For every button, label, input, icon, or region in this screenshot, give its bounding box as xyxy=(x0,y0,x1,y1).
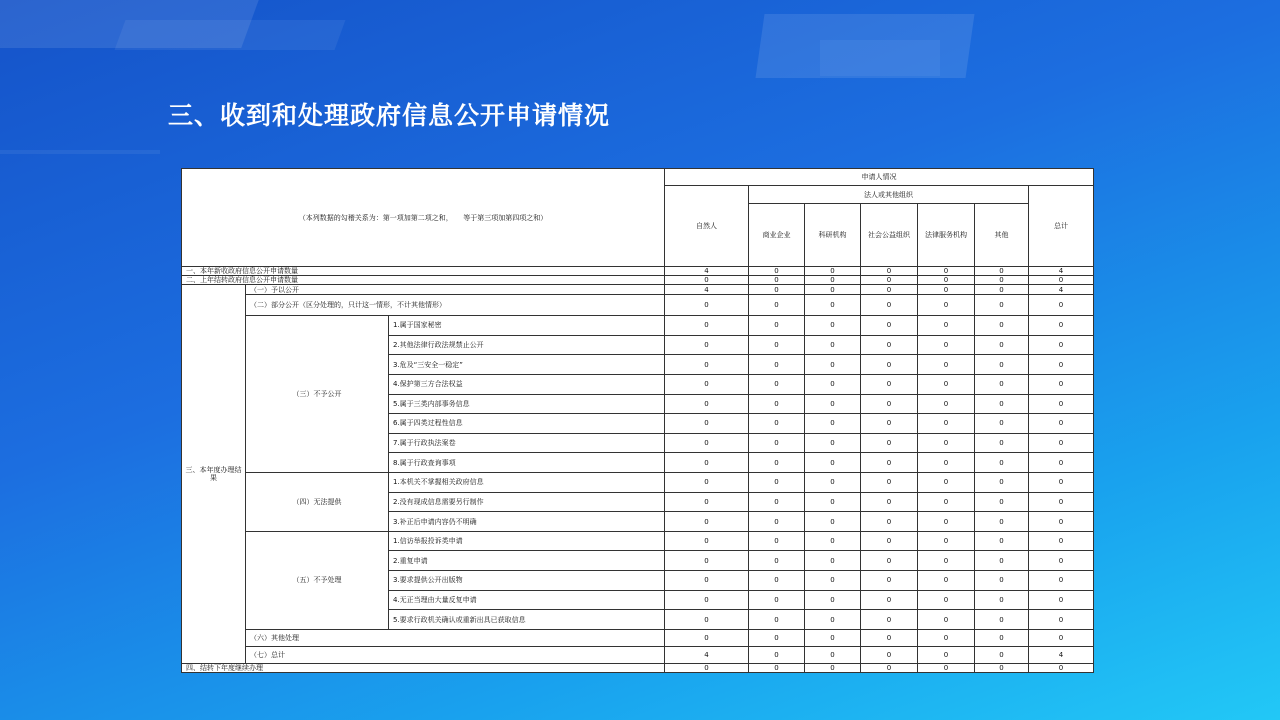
value-cell: 0 xyxy=(861,590,918,610)
value-cell: 0 xyxy=(918,610,975,630)
value-cell: 0 xyxy=(749,433,805,453)
header-legal-group: 法人或其他组织 xyxy=(749,186,1029,204)
value-cell: 4 xyxy=(1029,646,1094,663)
sub-row-label: 1.本机关不掌握相关政府信息 xyxy=(389,472,665,492)
value-cell: 0 xyxy=(749,472,805,492)
value-cell: 0 xyxy=(918,453,975,473)
table-row xyxy=(182,472,1094,492)
value-cell: 0 xyxy=(665,295,749,316)
value-cell: 0 xyxy=(1029,610,1094,630)
value-cell: 0 xyxy=(749,629,805,646)
value-cell: 0 xyxy=(1029,414,1094,434)
value-cell: 0 xyxy=(975,590,1029,610)
value-cell: 0 xyxy=(749,663,805,672)
value-cell: 0 xyxy=(918,295,975,316)
value-cell: 0 xyxy=(918,551,975,571)
sub-row-label: 2.重复申请 xyxy=(389,551,665,571)
value-cell: 0 xyxy=(1029,512,1094,532)
value-cell: 0 xyxy=(918,433,975,453)
value-cell: 0 xyxy=(805,610,861,630)
value-cell: 0 xyxy=(918,285,975,295)
table-row xyxy=(182,316,1094,336)
value-cell: 0 xyxy=(1029,316,1094,336)
page-title: 三、收到和处理政府信息公开申请情况 xyxy=(168,101,611,130)
value-cell: 0 xyxy=(665,610,749,630)
value-cell: 4 xyxy=(665,646,749,663)
header-natural-person: 自然人 xyxy=(665,186,749,267)
header-sub-column: 科研机构 xyxy=(805,204,861,267)
value-cell: 0 xyxy=(805,531,861,551)
sub-row-label: 2.没有现成信息需要另行制作 xyxy=(389,492,665,512)
value-cell: 0 xyxy=(1029,394,1094,414)
value-cell: 0 xyxy=(805,453,861,473)
value-cell: 0 xyxy=(805,590,861,610)
value-cell: 0 xyxy=(805,629,861,646)
value-cell: 0 xyxy=(975,492,1029,512)
value-cell: 0 xyxy=(749,453,805,473)
value-cell: 0 xyxy=(861,355,918,375)
value-cell: 0 xyxy=(975,433,1029,453)
value-cell: 0 xyxy=(665,512,749,532)
value-cell: 0 xyxy=(861,374,918,394)
row-label: （七）总计 xyxy=(246,646,665,663)
value-cell: 0 xyxy=(861,629,918,646)
value-cell: 0 xyxy=(1029,571,1094,591)
value-cell: 0 xyxy=(749,295,805,316)
value-cell: 0 xyxy=(665,276,749,285)
value-cell: 0 xyxy=(918,335,975,355)
value-cell: 0 xyxy=(805,472,861,492)
value-cell: 0 xyxy=(749,571,805,591)
sub-row-label: 8.属于行政查询事项 xyxy=(389,453,665,473)
header-note: （本列数据的勾稽关系为：第一项加第二项之和， 等于第三项加第四项之和） xyxy=(182,169,665,267)
value-cell: 0 xyxy=(1029,629,1094,646)
value-cell: 0 xyxy=(749,551,805,571)
value-cell: 0 xyxy=(861,433,918,453)
value-cell: 0 xyxy=(805,394,861,414)
group-label: （四）无法提供 xyxy=(246,472,389,531)
value-cell: 0 xyxy=(918,492,975,512)
value-cell: 0 xyxy=(975,531,1029,551)
row-label: 四、结转下年度继续办理 xyxy=(182,663,665,672)
value-cell: 0 xyxy=(918,276,975,285)
value-cell: 0 xyxy=(975,374,1029,394)
sub-row-label: 2.其他法律行政法规禁止公开 xyxy=(389,335,665,355)
value-cell: 0 xyxy=(805,571,861,591)
value-cell: 0 xyxy=(918,571,975,591)
value-cell: 0 xyxy=(665,551,749,571)
value-cell: 0 xyxy=(805,374,861,394)
value-cell: 0 xyxy=(665,335,749,355)
value-cell: 0 xyxy=(665,355,749,375)
value-cell: 0 xyxy=(805,492,861,512)
value-cell: 0 xyxy=(1029,551,1094,571)
table-row xyxy=(182,646,1094,663)
group-label: （五）不予处理 xyxy=(246,531,389,629)
value-cell: 0 xyxy=(749,285,805,295)
value-cell: 4 xyxy=(1029,285,1094,295)
value-cell: 0 xyxy=(1029,531,1094,551)
value-cell: 0 xyxy=(918,629,975,646)
value-cell: 0 xyxy=(1029,472,1094,492)
value-cell: 0 xyxy=(805,316,861,336)
sub-row-label: 7.属于行政执法案卷 xyxy=(389,433,665,453)
disclosure-table xyxy=(181,168,1094,673)
value-cell: 0 xyxy=(749,512,805,532)
value-cell: 0 xyxy=(749,267,805,276)
value-cell: 0 xyxy=(749,355,805,375)
sub-row-label: 4.保护第三方合法权益 xyxy=(389,374,665,394)
value-cell: 0 xyxy=(749,531,805,551)
value-cell: 0 xyxy=(665,374,749,394)
value-cell: 0 xyxy=(665,394,749,414)
sub-row-label: 1.信访举报投诉类申请 xyxy=(389,531,665,551)
header-sub-column: 其他 xyxy=(975,204,1029,267)
value-cell: 4 xyxy=(1029,267,1094,276)
value-cell: 0 xyxy=(975,629,1029,646)
sub-row-label: 3.危及“三安全一稳定” xyxy=(389,355,665,375)
value-cell: 0 xyxy=(749,492,805,512)
value-cell: 0 xyxy=(1029,433,1094,453)
value-cell: 0 xyxy=(749,610,805,630)
section-label: 三、本年度办理结果 xyxy=(182,285,246,664)
value-cell: 0 xyxy=(918,472,975,492)
header-sub-column: 社会公益组织 xyxy=(861,204,918,267)
value-cell: 0 xyxy=(805,267,861,276)
value-cell: 0 xyxy=(665,663,749,672)
value-cell: 0 xyxy=(861,512,918,532)
sub-row-label: 3.补正后申请内容仍不明确 xyxy=(389,512,665,532)
value-cell: 0 xyxy=(861,394,918,414)
value-cell: 0 xyxy=(665,414,749,434)
value-cell: 0 xyxy=(918,414,975,434)
value-cell: 0 xyxy=(861,316,918,336)
value-cell: 0 xyxy=(975,267,1029,276)
value-cell: 0 xyxy=(918,590,975,610)
sub-row-label: 1.属于国家秘密 xyxy=(389,316,665,336)
value-cell: 0 xyxy=(975,316,1029,336)
value-cell: 0 xyxy=(805,646,861,663)
row-label: （二）部分公开（区分处理的，只计这一情形，不计其他情形） xyxy=(246,295,665,316)
value-cell: 0 xyxy=(861,472,918,492)
value-cell: 4 xyxy=(665,285,749,295)
header-applicant: 申请人情况 xyxy=(665,169,1094,186)
value-cell: 0 xyxy=(1029,374,1094,394)
value-cell: 0 xyxy=(861,276,918,285)
value-cell: 0 xyxy=(665,316,749,336)
value-cell: 0 xyxy=(861,571,918,591)
header-sub-column: 法律服务机构 xyxy=(918,204,975,267)
value-cell: 0 xyxy=(861,492,918,512)
value-cell: 0 xyxy=(975,646,1029,663)
value-cell: 0 xyxy=(665,590,749,610)
value-cell: 0 xyxy=(1029,453,1094,473)
value-cell: 0 xyxy=(805,663,861,672)
value-cell: 0 xyxy=(749,590,805,610)
value-cell: 0 xyxy=(861,285,918,295)
value-cell: 0 xyxy=(1029,276,1094,285)
value-cell: 0 xyxy=(975,551,1029,571)
row-label: 二、上年结转政府信息公开申请数量 xyxy=(182,276,665,285)
value-cell: 0 xyxy=(665,629,749,646)
value-cell: 0 xyxy=(975,355,1029,375)
value-cell: 0 xyxy=(665,472,749,492)
header-total: 总计 xyxy=(1029,186,1094,267)
table-row xyxy=(182,169,1094,186)
value-cell: 0 xyxy=(975,472,1029,492)
value-cell: 0 xyxy=(861,531,918,551)
value-cell: 0 xyxy=(665,571,749,591)
value-cell: 0 xyxy=(749,316,805,336)
value-cell: 0 xyxy=(918,355,975,375)
value-cell: 0 xyxy=(805,551,861,571)
value-cell: 0 xyxy=(975,414,1029,434)
value-cell: 0 xyxy=(1029,335,1094,355)
value-cell: 0 xyxy=(749,335,805,355)
value-cell: 0 xyxy=(918,374,975,394)
value-cell: 0 xyxy=(861,295,918,316)
value-cell: 0 xyxy=(861,414,918,434)
value-cell: 0 xyxy=(918,267,975,276)
row-label: （六）其他处理 xyxy=(246,629,665,646)
value-cell: 0 xyxy=(805,335,861,355)
value-cell: 0 xyxy=(918,394,975,414)
value-cell: 0 xyxy=(1029,295,1094,316)
value-cell: 0 xyxy=(805,276,861,285)
value-cell: 0 xyxy=(1029,492,1094,512)
value-cell: 0 xyxy=(975,285,1029,295)
value-cell: 0 xyxy=(749,414,805,434)
value-cell: 0 xyxy=(1029,355,1094,375)
value-cell: 0 xyxy=(918,646,975,663)
table-row xyxy=(182,295,1094,316)
value-cell: 0 xyxy=(805,355,861,375)
value-cell: 0 xyxy=(975,453,1029,473)
value-cell: 0 xyxy=(975,295,1029,316)
value-cell: 0 xyxy=(861,267,918,276)
value-cell: 0 xyxy=(861,663,918,672)
value-cell: 0 xyxy=(861,551,918,571)
value-cell: 0 xyxy=(918,316,975,336)
table-row xyxy=(182,531,1094,551)
value-cell: 0 xyxy=(975,335,1029,355)
value-cell: 0 xyxy=(1029,590,1094,610)
sub-row-label: 6.属于四类过程性信息 xyxy=(389,414,665,434)
table-row xyxy=(182,663,1094,672)
sub-row-label: 3.要求提供公开出版物 xyxy=(389,571,665,591)
value-cell: 0 xyxy=(805,512,861,532)
value-cell: 4 xyxy=(665,267,749,276)
value-cell: 0 xyxy=(749,374,805,394)
table-row xyxy=(182,276,1094,285)
value-cell: 0 xyxy=(975,394,1029,414)
value-cell: 0 xyxy=(861,646,918,663)
table-row xyxy=(182,285,1094,295)
value-cell: 0 xyxy=(749,394,805,414)
sub-row-label: 5.要求行政机关确认或重新出具已获取信息 xyxy=(389,610,665,630)
value-cell: 0 xyxy=(861,453,918,473)
value-cell: 0 xyxy=(975,663,1029,672)
value-cell: 0 xyxy=(918,663,975,672)
value-cell: 0 xyxy=(805,433,861,453)
value-cell: 0 xyxy=(749,646,805,663)
value-cell: 0 xyxy=(805,295,861,316)
value-cell: 0 xyxy=(665,492,749,512)
value-cell: 0 xyxy=(805,414,861,434)
value-cell: 0 xyxy=(665,531,749,551)
value-cell: 0 xyxy=(749,276,805,285)
value-cell: 0 xyxy=(861,335,918,355)
value-cell: 0 xyxy=(918,512,975,532)
table-row xyxy=(182,629,1094,646)
row-label: （一）予以公开 xyxy=(246,285,665,295)
value-cell: 0 xyxy=(975,276,1029,285)
value-cell: 0 xyxy=(665,453,749,473)
value-cell: 0 xyxy=(975,571,1029,591)
row-label: 一、本年新收政府信息公开申请数量 xyxy=(182,267,665,276)
value-cell: 0 xyxy=(1029,663,1094,672)
sub-row-label: 4.无正当理由大量反复申请 xyxy=(389,590,665,610)
value-cell: 0 xyxy=(975,610,1029,630)
table-row xyxy=(182,267,1094,276)
value-cell: 0 xyxy=(918,531,975,551)
value-cell: 0 xyxy=(805,285,861,295)
header-sub-column: 商业企业 xyxy=(749,204,805,267)
value-cell: 0 xyxy=(861,610,918,630)
sub-row-label: 5.属于三类内部事务信息 xyxy=(389,394,665,414)
value-cell: 0 xyxy=(665,433,749,453)
value-cell: 0 xyxy=(975,512,1029,532)
group-label: （三）不予公开 xyxy=(246,316,389,473)
